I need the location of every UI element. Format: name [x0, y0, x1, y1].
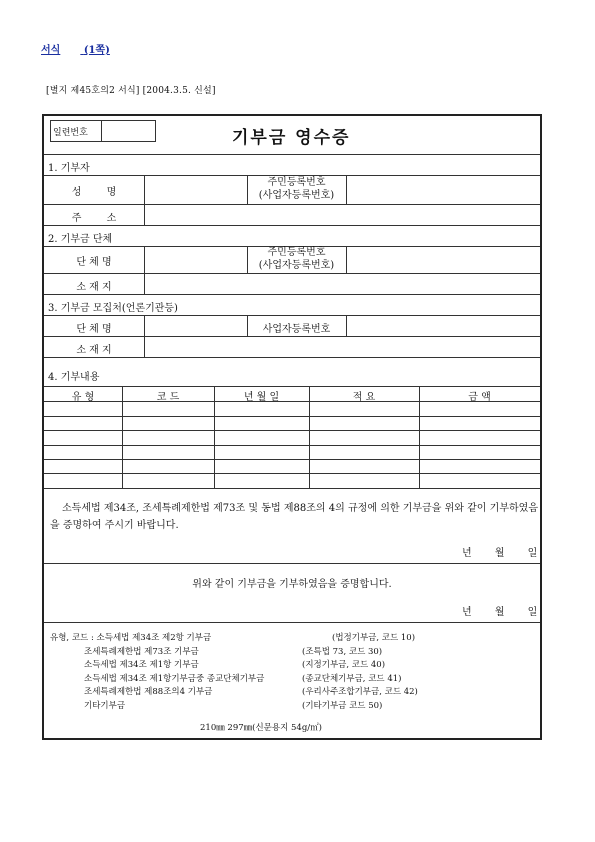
serial-box — [50, 120, 156, 142]
section-organization: 2. 기부금 단체 — [48, 234, 113, 245]
page-number: (1쪽) — [83, 45, 110, 56]
donor-name-label: 성 명 — [71, 187, 117, 198]
form-label — [41, 41, 130, 56]
donor-address-label: 주 소 — [71, 213, 117, 224]
form-reference: [별지 제45호의2 서식] [2004.3.5. 신설] — [46, 86, 216, 96]
donation-receipt-form — [42, 114, 542, 740]
note-law: 소득세법 제34조 제1항 기부금 — [84, 660, 199, 671]
agency-location-field[interactable] — [145, 337, 540, 357]
certification-date: 년 월 일 — [462, 607, 538, 618]
agency-id-label: 사업자등록번호 — [262, 324, 331, 335]
org-name-label: 단 체 명 — [76, 257, 112, 268]
donor-id-field[interactable] — [347, 176, 540, 204]
donor-id-label — [247, 176, 346, 202]
donor-name-field[interactable] — [145, 176, 246, 204]
notes-prefix: 유형, 코드 : — [50, 633, 97, 643]
col-summary: 적 요 — [352, 392, 376, 403]
org-location-field[interactable] — [145, 274, 540, 294]
note-code: (기타기부금 코드 50) — [302, 700, 383, 711]
org-name-field[interactable] — [145, 247, 246, 273]
note-law: 조세특례제한법 제88조의4 기부금 — [84, 687, 213, 698]
request-statement: 소득세법 제34조, 조세특례제한법 제73조 및 동법 제88조의 4의 규정에 의한 기부금을 위와 같이 기부하였음을 증명하여 주시기 바랍니다. — [50, 503, 538, 531]
section-content: 4. 기부내용 — [48, 372, 100, 383]
note-law: 기타기부금 — [84, 700, 126, 711]
col-amount: 금 액 — [468, 392, 491, 403]
note-code: (조특법 73, 코드 30) — [302, 646, 383, 657]
org-location-label: 소 재 지 — [76, 282, 112, 293]
note-law: 소득세법 제34조 제2항 기부금 — [96, 633, 212, 643]
table-row[interactable] — [44, 402, 540, 416]
serial-field[interactable] — [102, 121, 155, 141]
note-code: (우리사주조합기부금, 코드 42) — [302, 687, 418, 698]
paper-spec: 210㎜ 297㎜(신문용지 54g/㎡) — [200, 723, 322, 733]
col-date: 년 월 일 — [243, 392, 280, 403]
note-code: (법정기부금, 코드 10) — [332, 633, 416, 643]
agency-location-label: 소 재 지 — [76, 345, 112, 356]
table-row[interactable] — [44, 431, 540, 445]
note-code: (지정기부금, 코드 40) — [302, 660, 386, 671]
col-type: 유 형 — [71, 392, 95, 403]
org-id-field[interactable] — [347, 247, 540, 273]
table-row[interactable] — [44, 445, 540, 459]
table-row[interactable] — [44, 474, 540, 488]
section-agency: 3. 기부금 모집처(언론기관등) — [48, 303, 178, 314]
agency-id-field[interactable] — [347, 316, 540, 336]
org-id-label — [247, 246, 346, 272]
org-id-label-sub: (사업자등록번호) — [258, 260, 335, 271]
org-id-label-main: 주민등록번호 — [267, 247, 326, 258]
serial-label: 일련번호 — [53, 128, 88, 138]
request-date: 년 월 일 — [462, 548, 538, 559]
col-code: 코 드 — [156, 392, 180, 403]
note-law: 조세특례제한법 제73조 기부금 — [84, 646, 199, 657]
form-title: 기부금 영수증 — [232, 128, 351, 148]
agency-name-label: 단 체 명 — [76, 324, 112, 335]
donor-id-label-main: 주민등록번호 — [267, 177, 326, 188]
note-law: 소득세법 제34조 제1항기부금중 종교단체기부금 — [84, 673, 265, 684]
section-donor: 1. 기부자 — [48, 163, 90, 174]
table-row[interactable] — [44, 416, 540, 430]
table-row[interactable] — [44, 459, 540, 473]
form-number: 서식 — [41, 45, 61, 56]
donor-id-label-sub: (사업자등록번호) — [258, 190, 335, 201]
note-code: (종교단체기부금, 코드 41) — [302, 673, 402, 684]
agency-name-field[interactable] — [145, 316, 246, 336]
donor-address-field[interactable] — [145, 205, 540, 225]
certification-statement: 위와 같이 기부금을 기부하였음을 증명합니다. — [192, 579, 392, 590]
